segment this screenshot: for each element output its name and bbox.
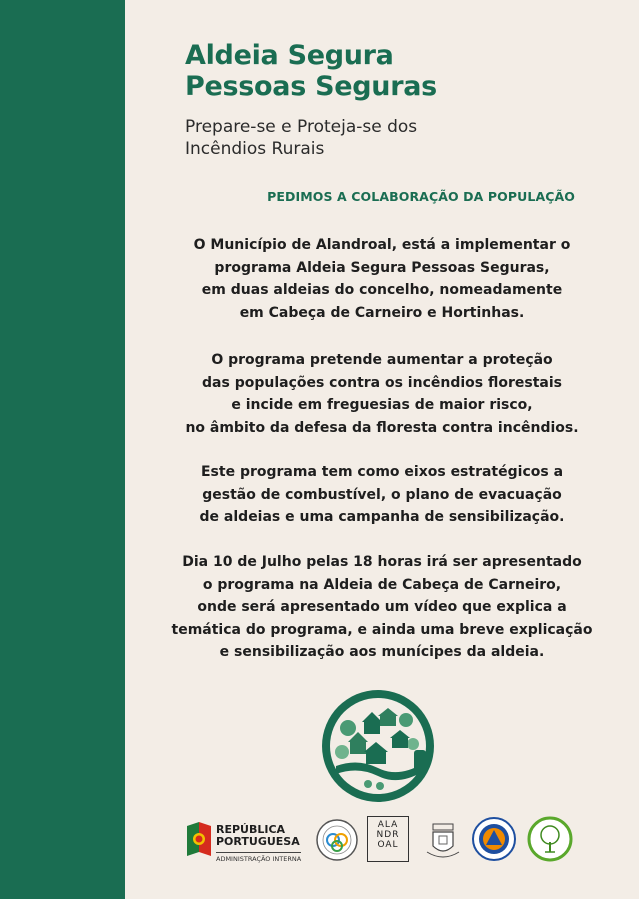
paragraph-line: e incide em freguesias de maior risco, <box>231 397 533 413</box>
paragraph-line: Este programa tem como eixos estratégicos a <box>200 464 564 480</box>
alandroal-line-1: ALA <box>377 820 399 830</box>
paragraph-line: no âmbito da defesa da floresta contra incêndios. <box>185 419 579 436</box>
protecao-civil-seal-icon <box>315 818 359 862</box>
civil-protection-icon <box>471 816 517 862</box>
paragraph-line: Dia 10 de Julho pelas 18 horas irá ser apresentado <box>182 554 582 570</box>
poster-content <box>125 0 639 899</box>
paragraph-1 <box>135 234 629 324</box>
page-subtitle <box>185 116 417 160</box>
paragraph-line: em duas aldeias do concelho, nomeadamente <box>201 282 563 298</box>
paragraph-line: O Município de Alandroal, está a implementar o <box>193 237 571 253</box>
title-line-2: Pessoas Seguras <box>185 71 437 102</box>
alandroal-line-3: OAL <box>377 840 399 850</box>
paragraph-line: O programa pretende aumentar a proteção <box>211 352 553 368</box>
republica-subtitle: ADMINISTRAÇÃO INTERNA <box>216 852 301 863</box>
paragraph-line: onde será apresentado um vídeo que explica a <box>197 599 567 615</box>
republica-portuguesa-flag-icon <box>183 822 213 858</box>
subtitle-line-1: Prepare-se e Proteja-se dos <box>185 117 418 137</box>
subtitle-line-2: Incêndios Rurais <box>185 139 325 159</box>
callout-heading: PEDIMOS A COLABORAÇÃO DA POPULAÇÃO <box>267 189 575 204</box>
republica-line-1: REPÚBLICA <box>216 823 286 836</box>
republica-line-2: PORTUGUESA <box>216 835 300 848</box>
paragraph-line: de aldeias e uma campanha de sensibilização. <box>199 509 565 525</box>
title-line-1: Aldeia Segura <box>185 40 394 71</box>
paragraph-line: e sensibilização aos munícipes da aldeia. <box>219 644 545 660</box>
paragraph-line: temática do programa, e ainda uma breve explicação <box>171 621 593 638</box>
side-bar <box>0 0 125 899</box>
partner-logos <box>183 812 583 870</box>
paragraph-2 <box>135 349 629 439</box>
paragraph-4 <box>135 551 629 664</box>
aldeia-segura-emblem-icon <box>318 686 438 806</box>
republica-name <box>216 824 300 848</box>
paragraph-line: gestão de combustível, o plano de evacuação <box>202 486 562 503</box>
forest-tree-icon <box>527 816 573 862</box>
paragraph-line: o programa na Aldeia de Cabeça de Carneiro, <box>202 576 562 593</box>
republica-portuguesa-logo <box>183 816 313 868</box>
paragraph-3 <box>135 461 629 529</box>
paragraph-line: programa Aldeia Segura Pessoas Seguras, <box>214 259 550 276</box>
page-title <box>185 40 437 102</box>
coat-of-arms-icon <box>425 822 461 860</box>
paragraph-line: das populações contra os incêndios florestais <box>202 374 562 391</box>
alandroal-line-2: NDR <box>376 830 400 840</box>
alandroal-logo-icon <box>367 816 409 862</box>
paragraph-line: em Cabeça de Carneiro e Hortinhas. <box>239 304 525 321</box>
